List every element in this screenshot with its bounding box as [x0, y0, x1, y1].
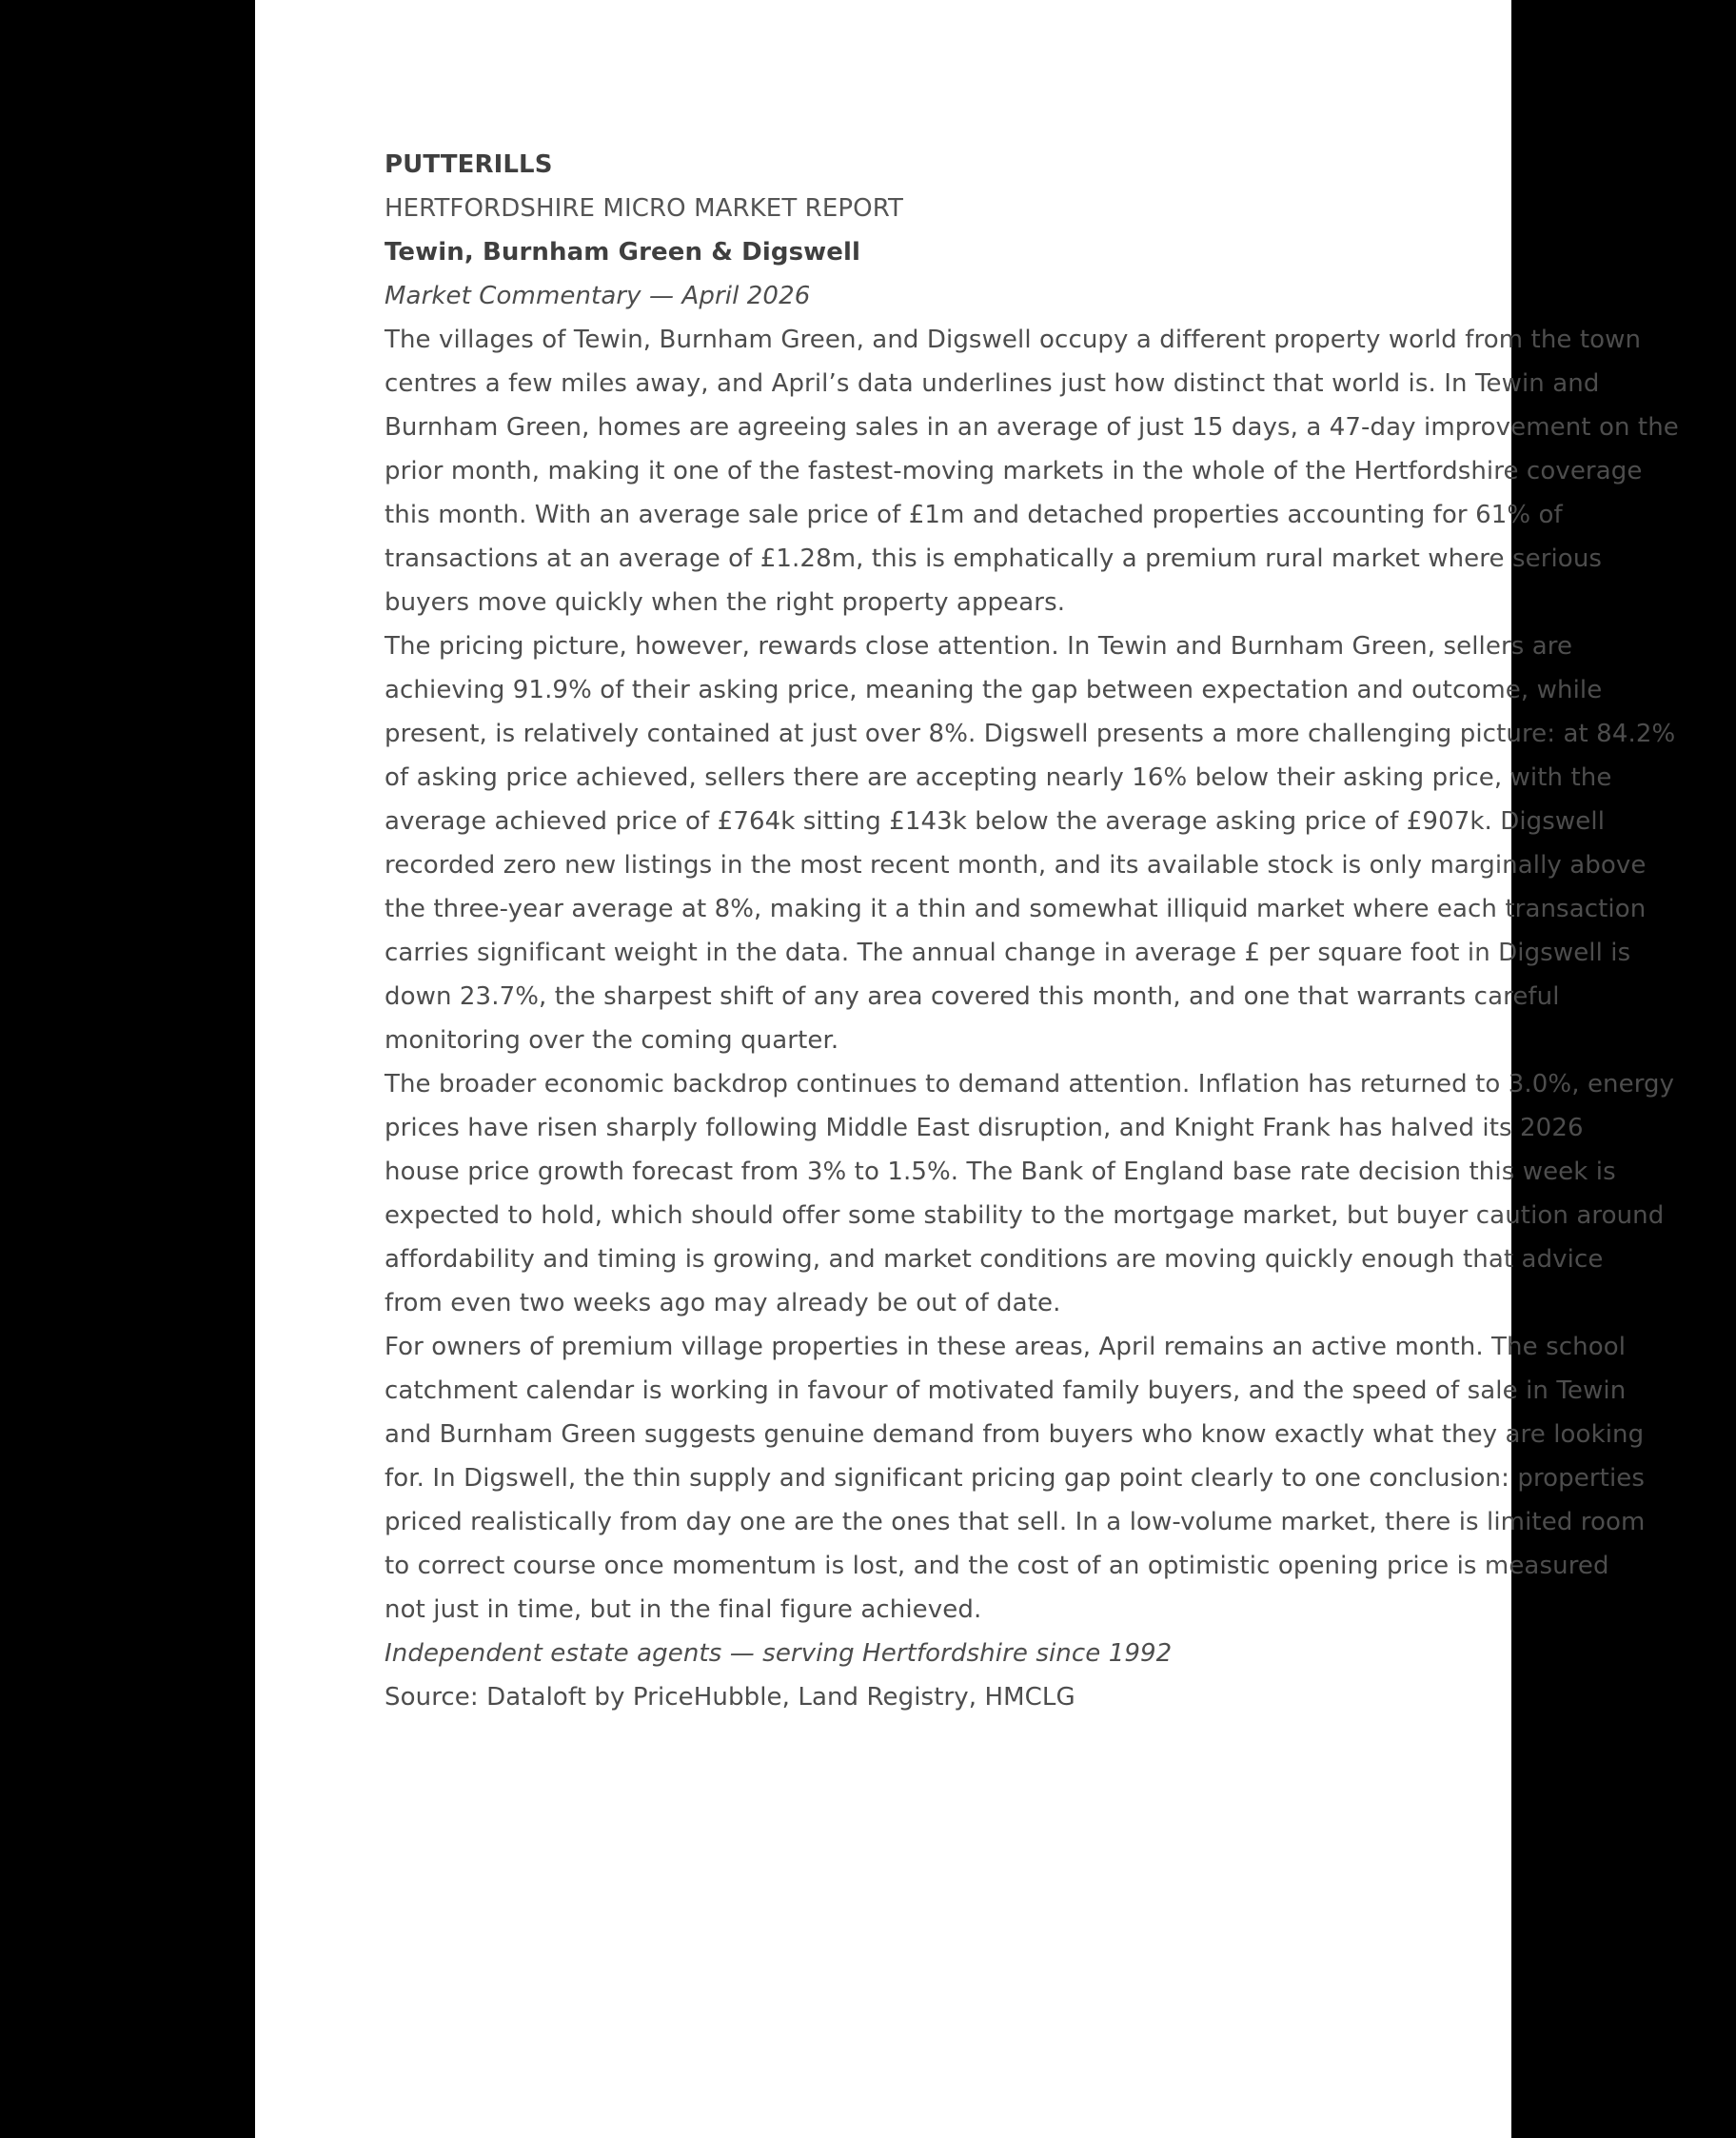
paragraph-line: monitoring over the coming quarter. [385, 1026, 839, 1055]
report-subtitle: Market Commentary — April 2026 [385, 282, 811, 310]
report-type: HERTFORDSHIRE MICRO MARKET REPORT [385, 194, 903, 223]
paragraph-line: Burnham Green, homes are agreeing sales in an average of just 15 days, a 47-day improvement on the [385, 413, 1679, 442]
paragraph-line: The broader economic backdrop continues to demand attention. Inflation has returned to 3.0%, energy [385, 1070, 1675, 1099]
paragraph-line: achieving 91.9% of their asking price, meaning the gap between expectation and outcome, while [385, 676, 1603, 704]
paragraph-2 [385, 624, 1736, 1062]
paragraph-line: prices have risen sharply following Middle East disruption, and Knight Frank has halved its 2026 [385, 1114, 1584, 1142]
paragraph-line: For owners of premium village properties in these areas, April remains an active month. The school [385, 1333, 1627, 1361]
paragraph-line: catchment calendar is working in favour of motivated family buyers, and the speed of sale in Tewin [385, 1376, 1627, 1405]
paragraph-line: and Burnham Green suggests genuine demand from buyers who know exactly what they are looking [385, 1420, 1645, 1449]
paragraph-line: house price growth forecast from 3% to 1.5%. The Bank of England base rate decision this week is [385, 1158, 1616, 1186]
paragraph-line: priced realistically from day one are the ones that sell. In a low-volume market, there is limited room [385, 1508, 1646, 1536]
paragraph-line: recorded zero new listings in the most recent month, and its available stock is only marginally above [385, 851, 1647, 880]
paragraph-line: affordability and timing is growing, and market conditions are moving quickly enough that advice [385, 1245, 1604, 1274]
source-note: Source: Dataloft by PriceHubble, Land Registry, HMCLG [385, 1683, 1075, 1712]
paragraph-line: of asking price achieved, sellers there are accepting nearly 16% below their asking price, with the [385, 763, 1612, 792]
area-title: Tewin, Burnham Green & Digswell [385, 238, 861, 267]
paragraph-line: centres a few miles away, and April’s data underlines just how distinct that world is. In Tewin and [385, 369, 1600, 398]
paragraph-line: down 23.7%, the sharpest shift of any area covered this month, and one that warrants careful [385, 982, 1560, 1011]
paragraph-1 [385, 318, 1736, 624]
paragraph-line: The pricing picture, however, rewards close attention. In Tewin and Burnham Green, sellers are [385, 632, 1573, 661]
paragraph-line: The villages of Tewin, Burnham Green, and Digswell occupy a different property world from the town [385, 326, 1642, 354]
paragraph-line: carries significant weight in the data. The annual change in average £ per square foot in Digswell is [385, 939, 1631, 967]
paragraph-line: this month. With an average sale price of £1m and detached properties accounting for 61% of [385, 501, 1563, 529]
paragraph-3 [385, 1062, 1736, 1325]
paragraph-line: buyers move quickly when the right property appears. [385, 588, 1066, 617]
footer-tagline: Independent estate agents — serving Hertfordshire since 1992 [385, 1639, 1173, 1668]
paragraph-line: not just in time, but in the final figure achieved. [385, 1595, 982, 1624]
paragraph-line: average achieved price of £764k sitting £143k below the average asking price of £907k. Digswell [385, 807, 1606, 836]
paragraph-line: expected to hold, which should offer some stability to the mortgage market, but buyer caution around [385, 1201, 1665, 1230]
paragraph-line: present, is relatively contained at just over 8%. Digswell presents a more challenging picture: at 84.2% [385, 720, 1676, 748]
paragraph-line: the three-year average at 8%, making it a thin and somewhat illiquid market where each transaction [385, 895, 1647, 923]
document-page [255, 0, 1679, 2138]
paragraph-line: to correct course once momentum is lost, and the cost of an optimistic opening price is measured [385, 1552, 1609, 1580]
paragraph-line: from even two weeks ago may already be out of date. [385, 1289, 1061, 1317]
brand-name: PUTTERILLS [385, 150, 553, 179]
paragraph-line: prior month, making it one of the fastest-moving markets in the whole of the Hertfordshire coverage [385, 457, 1643, 485]
paragraph-4 [385, 1325, 1736, 1632]
paragraph-line: for. In Digswell, the thin supply and significant pricing gap point clearly to one conclusion: properties [385, 1464, 1646, 1493]
paragraph-line: transactions at an average of £1.28m, this is emphatically a premium rural market where serious [385, 544, 1603, 573]
report-content [385, 143, 1736, 1719]
